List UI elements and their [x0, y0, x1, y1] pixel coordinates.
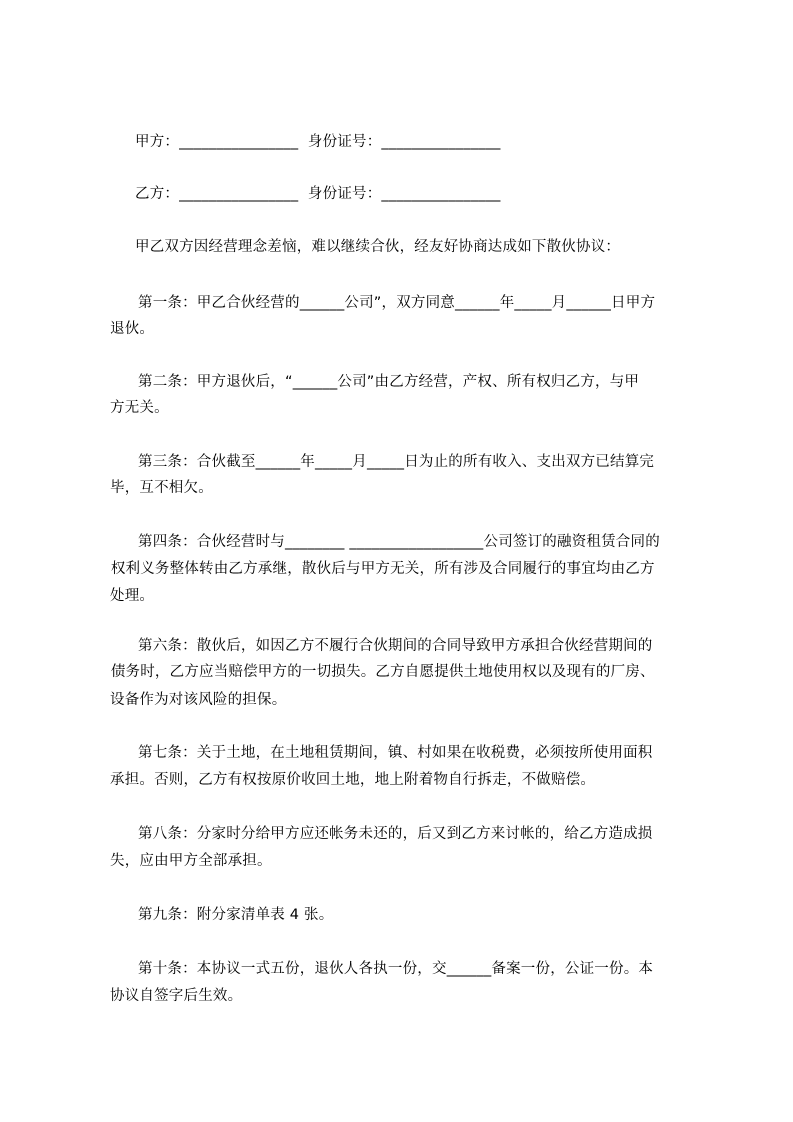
agreement-intro: 甲乙双方因经营理念差恼，难以继续合伙，经友好协商达成如下散伙协议： [135, 239, 621, 255]
clause-8-line-2: 失，应由甲方全部承担。 [110, 853, 272, 869]
clause-4-line-3: 处理。 [110, 588, 155, 604]
clause-4-line-2: 权利义务整体转由乙方承继，散伙后与甲方无关，所有涉及合同履行的事宜均由乙方 [106, 561, 655, 577]
clause-3-line-2: 毕，互不相欠。 [110, 480, 213, 496]
party-a-line: 甲方：________________ 身份证号：________________ [135, 134, 501, 150]
clause-8-line-1: 第八条：分家时分给甲方应还帐务未还的，后又到乙方来讨帐的，给乙方造成损 [138, 826, 653, 842]
clause-1-line-2: 退伙。 [110, 321, 155, 337]
clause-7-line-2: 承担。否则，乙方有权按原价收回土地，地上附着物自行拆走，不做赔偿。 [110, 772, 596, 788]
clause-3-line-1: 第三条：合伙截至______年_____月_____日为止的所有收入、支出双方已结算完 [138, 454, 655, 470]
clause-4-line-1: 第四条：合伙经营时与________ __________________公司签订的融资租赁合同的 [138, 534, 660, 550]
clause-2-line-2: 方无关。 [110, 400, 169, 416]
clause-6-line-3: 设备作为对该风险的担保。 [110, 692, 287, 708]
clause-2-line-1: 第二条：甲方退伙后，“______公司”由乙方经营，产权、所有权归乙方，与甲 [138, 374, 640, 390]
clause-10-line-2: 协议自签字后生效。 [110, 988, 243, 1004]
clause-9-line-1: 第九条：附分家清单表 4 张。 [138, 907, 334, 923]
clause-6-line-2: 债务时，乙方应当赔偿甲方的一切损失。乙方自愿提供土地使用权以及现有的厂房、 [106, 664, 655, 680]
clause-1-line-1: 第一条：甲乙合伙经营的______公司”，双方同意______年_____月______日甲方 [138, 295, 656, 311]
clause-7-line-1: 第七条：关于土地，在土地租赁期间，镇、村如果在收税费，必须按所使用面积 [138, 745, 653, 761]
clause-6-line-1: 第六条：散伙后，如因乙方不履行合伙期间的合同导致甲方承担合伙经营期间的 [138, 638, 653, 654]
clause-10-line-1: 第十条：本协议一式五份，退伙人各执一份，交______备案一份，公证一份。本 [138, 961, 654, 977]
party-b-line: 乙方：________________ 身份证号：________________ [135, 186, 501, 202]
